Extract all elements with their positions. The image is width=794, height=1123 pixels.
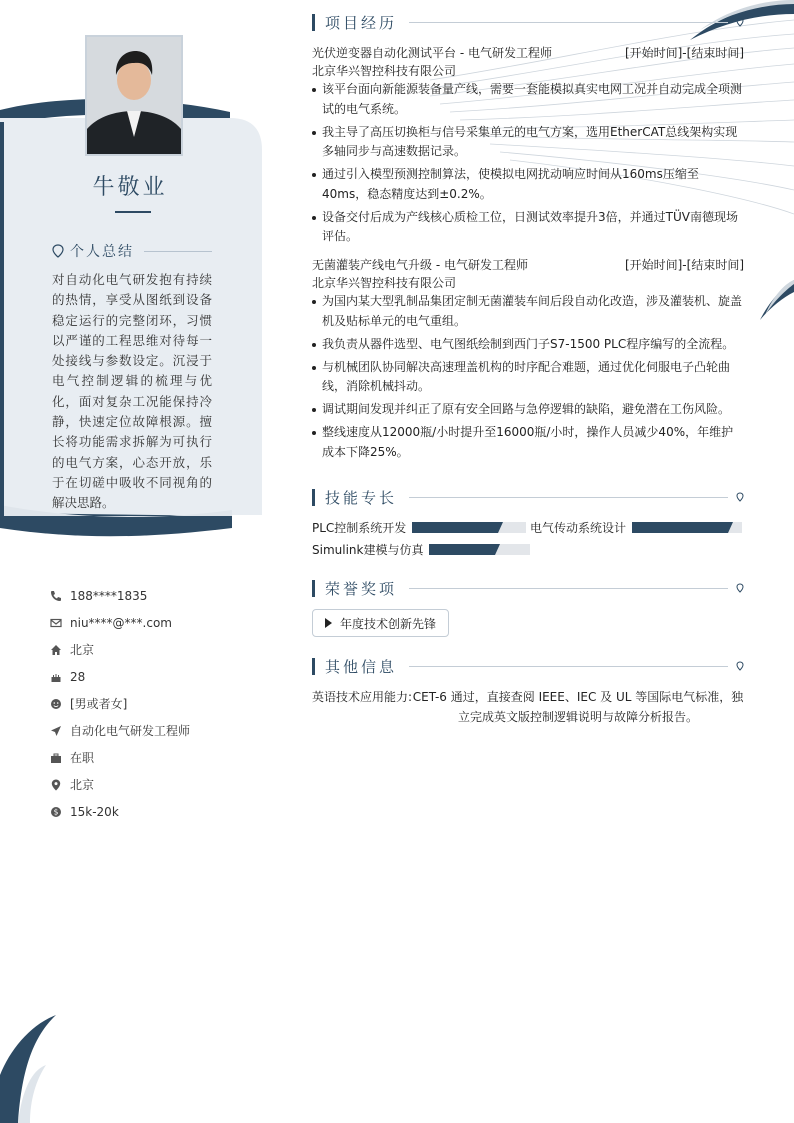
section-title: 荣誉奖项 xyxy=(325,579,398,598)
project-entry-2 xyxy=(312,256,744,466)
play-triangle-icon xyxy=(325,618,332,628)
skill-item xyxy=(312,541,530,557)
project-title: 无菌灌装产线电气升级 - 电气研发工程师 xyxy=(312,258,528,272)
location-pin-icon xyxy=(52,244,64,258)
skill-bar-track xyxy=(429,544,530,555)
summary-divider xyxy=(144,251,212,252)
contact-gender xyxy=(50,690,250,717)
contact-value: 北京 xyxy=(70,643,95,657)
person-avatar-icon xyxy=(87,37,181,154)
project-bullets xyxy=(312,80,744,247)
project-title: 光伏逆变器自动化测试平台 - 电气研发工程师 xyxy=(312,46,552,60)
home-icon xyxy=(50,644,62,656)
section-heading-skills xyxy=(312,487,744,507)
send-icon xyxy=(50,725,62,737)
list-item: 设备交付后成为产线核心质检工位，日测试效率提升3倍，并通过TÜV南德现场评估。 xyxy=(312,208,744,247)
location-pin-icon xyxy=(736,492,744,502)
list-item: 该平台面向新能源装备量产线，需要一套能模拟真实电网工况并自动完成全项测试的电气系统。 xyxy=(312,80,744,119)
location-pin-icon xyxy=(736,661,744,671)
contact-salary xyxy=(50,798,250,825)
section-heading-other xyxy=(312,656,744,676)
profile-photo xyxy=(85,35,183,156)
heading-bar xyxy=(312,580,315,597)
phone-icon xyxy=(50,590,62,602)
contact-location xyxy=(50,771,250,798)
briefcase-icon xyxy=(50,752,62,764)
skill-bar-fill xyxy=(412,522,498,533)
name-underline xyxy=(115,211,151,213)
section-title: 技能专长 xyxy=(325,488,398,507)
skill-bar-track xyxy=(632,522,742,533)
section-title: 其他信息 xyxy=(325,657,398,676)
award-badge xyxy=(312,609,449,637)
contact-email xyxy=(50,609,250,636)
contact-position xyxy=(50,717,250,744)
project-bullets xyxy=(312,292,744,462)
location-pin-icon xyxy=(736,17,744,27)
list-item: 通过引入模型预测控制算法，使模拟电网扰动响应时间从160ms压缩至40ms，稳态精度达到±0.2%。 xyxy=(312,165,744,204)
contact-list xyxy=(50,582,250,825)
contact-value: 在职 xyxy=(70,751,95,765)
location-icon xyxy=(50,779,62,791)
skill-bar-track xyxy=(412,522,526,533)
skill-item xyxy=(530,519,742,535)
award-name: 年度技术创新先锋 xyxy=(340,616,437,631)
list-item: 我主导了高压切换柜与信号采集单元的电气方案，选用EtherCAT总线架构实现多轴同步与高速数据记录。 xyxy=(312,123,744,162)
summary-heading xyxy=(52,241,212,261)
project-period: [开始时间]-[结束时间] xyxy=(624,46,744,60)
candidate-name: 牛敬业 xyxy=(92,175,168,200)
other-text: CET-6 通过，直接查阅 IEEE、IEC 及 UL 等国际电气标准，独立完成英文版控制逻辑说明与故障分析报告。 xyxy=(412,690,744,724)
contact-value: 15k-20k xyxy=(70,804,119,819)
contact-home xyxy=(50,636,250,663)
project-company: 北京华兴智控科技有限公司 xyxy=(312,276,457,290)
contact-phone xyxy=(50,582,250,609)
contact-value: 北京 xyxy=(70,778,95,792)
list-item: 整线速度从12000瓶/小时提升至16000瓶/小时，操作人员减少40%，年维护成本下降25%。 xyxy=(312,423,744,462)
skill-name: PLC控制系统开发 xyxy=(312,520,407,535)
summary-title: 个人总结 xyxy=(70,244,134,260)
skill-bar-fill xyxy=(632,522,728,533)
mail-icon xyxy=(50,617,62,629)
heading-divider xyxy=(409,666,728,667)
heading-divider xyxy=(409,588,728,589)
project-period: [开始时间]-[结束时间] xyxy=(624,258,744,272)
contact-value: 28 xyxy=(70,669,86,684)
contact-value: niu****@***.com xyxy=(70,615,172,630)
summary-text: 对自动化电气研发抱有持续的热情，享受从图纸到设备稳定运行的完整闭环，习惯以严谨的工程思维对待每一处接线与参数设定。沉浸于电气控制逻辑的梳理与优化，面对复杂工况能保持冷静，快速定位故障根源。擅长将功能需求拆解为可执行的电气方案，心态开放，乐于在切磋中吸收不同视角的解决思路。 xyxy=(52,272,212,511)
project-company: 北京华兴智控科技有限公司 xyxy=(312,64,457,78)
cake-icon xyxy=(50,671,62,683)
other-info xyxy=(312,688,744,727)
section-heading-projects xyxy=(312,12,744,32)
heading-divider xyxy=(409,497,728,498)
skill-item xyxy=(312,519,526,535)
heading-divider xyxy=(409,22,728,23)
heading-bar xyxy=(312,658,315,675)
contact-value: 自动化电气研发工程师 xyxy=(70,724,191,738)
list-item: 我负责从器件选型、电气图纸绘制到西门子S7-1500 PLC程序编写的全流程。 xyxy=(312,335,744,355)
contact-value: [男或者女] xyxy=(70,697,128,711)
skill-name: Simulink建模与仿真 xyxy=(312,542,424,557)
contact-status xyxy=(50,744,250,771)
section-heading-honors xyxy=(312,578,744,598)
contact-value: 188****1835 xyxy=(70,588,148,603)
skill-bar-fill xyxy=(429,544,495,555)
other-label: 英语技术应用能力: xyxy=(312,690,413,704)
heading-bar xyxy=(312,489,315,506)
section-title: 项目经历 xyxy=(325,13,398,32)
list-item: 与机械团队协同解决高速理盖机构的时序配合难题，通过优化伺服电子凸轮曲线，消除机械抖动。 xyxy=(312,358,744,397)
skill-name: 电气传动系统设计 xyxy=(530,520,627,535)
list-item: 调试期间发现并纠正了原有安全回路与急停逻辑的缺陷，避免潜在工伤风险。 xyxy=(312,400,744,420)
money-icon xyxy=(50,806,62,818)
project-entry-1 xyxy=(312,44,744,250)
svg-text:$: $ xyxy=(53,807,59,817)
list-item: 为国内某大型乳制品集团定制无菌灌装车间后段自动化改造，涉及灌装机、旋盖机及贴标单元的电气重组。 xyxy=(312,292,744,331)
gender-icon xyxy=(50,698,62,710)
heading-bar xyxy=(312,14,315,31)
contact-age xyxy=(50,663,250,690)
location-pin-icon xyxy=(736,583,744,593)
